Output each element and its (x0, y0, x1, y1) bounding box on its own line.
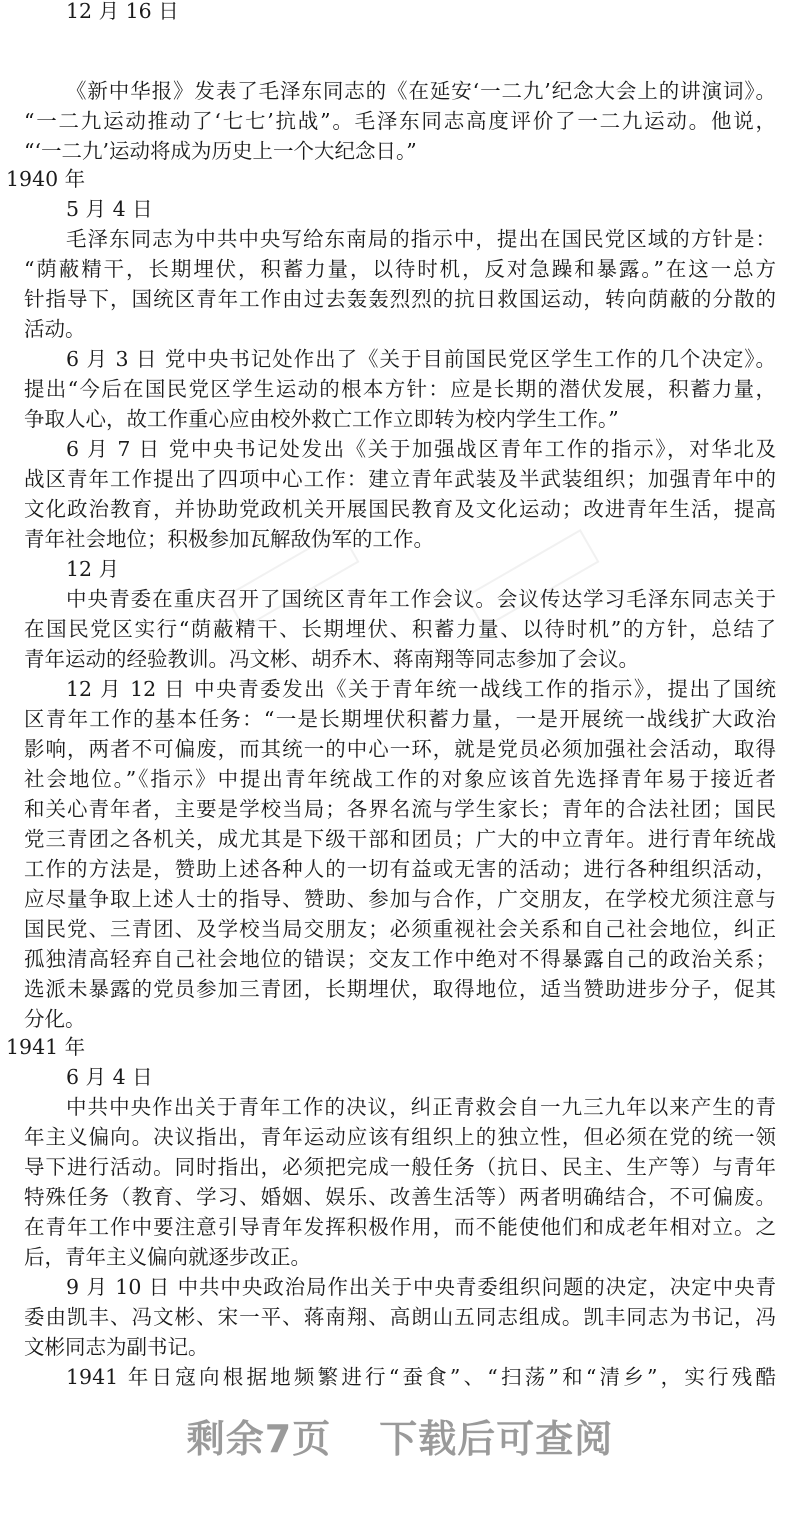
paragraph-line: 6 月 7 日 党中央书记处发出《关于加强战区青年工作的指示》，对华北及 (66, 437, 776, 461)
paragraph-line: 中央青委在重庆召开了国统区青年工作会议。会议传达学习毛泽东同志关于 (66, 587, 776, 611)
download-to-view-label: 下载后可查阅 (379, 1417, 614, 1461)
paragraph-line: 工作的方法是，赞助上述各种人的一切有益或无害的活动；进行各种组织活动， (24, 857, 776, 881)
remaining-pages-label: 剩余7页 (186, 1417, 332, 1461)
paragraph-line: 中共中央作出关于青年工作的决议，纠正青救会自一九三九年以来产生的青 (66, 1095, 776, 1119)
paragraph-line: 后，青年主义偏向就逐步改正。 (24, 1245, 311, 1269)
paragraph-line: 区青年工作的基本任务：“一是长期埋伏积蓄力量，一是开展统一战线扩大政治 (24, 707, 776, 731)
paragraph-line: 青年运动的经验教训。冯文彬、胡乔木、蒋南翔等同志参加了会议。 (24, 647, 639, 671)
paragraph-line: “荫蔽精干，长期埋伏，积蓄力量，以待时机，反对急躁和暴露。”在这一总方 (24, 257, 776, 281)
paragraph-line: 战区青年工作提出了四项中心工作：建立青年武装及半武装组织；加强青年中的 (24, 467, 776, 491)
date-line: 5 月 4 日 (66, 197, 153, 221)
paragraph-line: 针指导下，国统区青年工作由过去轰轰烈烈的抗日救国运动，转向荫蔽的分散的 (24, 287, 776, 311)
paragraph-line: 提出“今后在国民党区学生运动的根本方针：应是长期的潜伏发展，积蓄力量， (24, 377, 776, 401)
date-line: 6 月 4 日 (66, 1065, 153, 1089)
date-line: 12 月 (66, 557, 120, 581)
paragraph-line: 活动。 (24, 317, 86, 341)
paragraph-line: 文化政治教育，并协助党政机关开展国民教育及文化运动；改进青年生活，提高 (24, 497, 776, 521)
paragraph-line: 9 月 10 日 中共中央政治局作出关于中央青委组织问题的决定，决定中央青 (66, 1275, 776, 1299)
paragraph-line: 党三青团之各机关，成尤其是下级干部和团员；广大的中立青年。进行青年统战 (24, 827, 776, 851)
year-heading: 1940 年 (6, 167, 86, 191)
paragraph-line: 影响，两者不可偏废，而其统一的中心一环，就是党员必须加强社会活动，取得 (24, 737, 776, 761)
paragraph-line: 选派未暴露的党员参加三青团，长期埋伏，取得地位，适当赞助进步分子，促其 (24, 977, 776, 1001)
paragraph-line: 在国民党区实行“荫蔽精干、长期埋伏、积蓄力量、以待时机”的方针，总结了 (24, 617, 776, 641)
year-heading: 1941 年 (6, 1035, 86, 1059)
paragraph-line: 和关心青年者，主要是学校当局；各界名流与学生家长；青年的合法社团；国民 (24, 797, 776, 821)
paragraph-line: 社会地位。”《指示》中提出青年统战工作的对象应该首先选择青年易于接近者 (24, 767, 776, 791)
paragraph-line: 毛泽东同志为中共中央写给东南局的指示中，提出在国民党区域的方针是： (66, 227, 776, 251)
paragraph-line: 《新中华报》发表了毛泽东同志的《在延安‘一二九’纪念大会上的讲演词》。 (66, 79, 776, 103)
paragraph-line: 年主义偏向。决议指出，青年运动应该有组织上的独立性，但必须在党的统一领 (24, 1125, 776, 1149)
paragraph-line: 文彬同志为副书记。 (24, 1335, 209, 1359)
paragraph-line: “‘一二九’运动将成为历史上一个大纪念日。” (24, 139, 417, 163)
paragraph-line: “一二九运动推动了‘七七’抗战”。毛泽东同志高度评价了一二九运动。他说， (24, 109, 776, 133)
paragraph-line: 6 月 3 日 党中央书记处作出了《关于目前国民党区学生工作的几个决定》。 (66, 347, 776, 371)
paragraph-line: 委由凯丰、冯文彬、宋一平、蒋南翔、高朗山五同志组成。凯丰同志为书记，冯 (24, 1305, 776, 1329)
paragraph-line: 分化。 (24, 1007, 86, 1031)
paragraph-line: 导下进行活动。同时指出，必须把完成一般任务（抗日、民主、生产等）与青年 (24, 1155, 776, 1179)
paragraph-line: 争取人心，故工作重心应由校外救亡工作立即转为校内学生工作。” (24, 407, 619, 431)
paragraph-line: 国民党、三青团、及学校当局交朋友；必须重视社会关系和自己社会地位，纠正 (24, 917, 776, 941)
paragraph-line: 1941 年日寇向根据地频繁进行“蚕食”、“扫荡”和“清乡”，实行残酷 (66, 1365, 776, 1389)
paragraph-line: 孤独清高轻弃自己社会地位的错误；交友工作中绝对不得暴露自己的政治关系； (24, 947, 776, 971)
paragraph-line: 12 月 12 日 中央青委发出《关于青年统一战线工作的指示》，提出了国统 (66, 677, 776, 701)
remaining-pages-banner[interactable] (0, 1414, 800, 1464)
paragraph-line: 青年社会地位；积极参加瓦解敌伪军的工作。 (24, 527, 434, 551)
paragraph-line: 特殊任务（教育、学习、婚姻、娱乐、改善生活等）两者明确结合，不可偏废。 (24, 1185, 776, 1209)
paragraph-line: 在青年工作中要注意引导青年发挥积极作用，而不能使他们和成老年相对立。之 (24, 1215, 776, 1239)
date-line: 12 月 16 日 (66, 0, 179, 23)
paragraph-line: 应尽量争取上述人士的指导、赞助、参加与合作，广交朋友，在学校尤须注意与 (24, 887, 776, 911)
